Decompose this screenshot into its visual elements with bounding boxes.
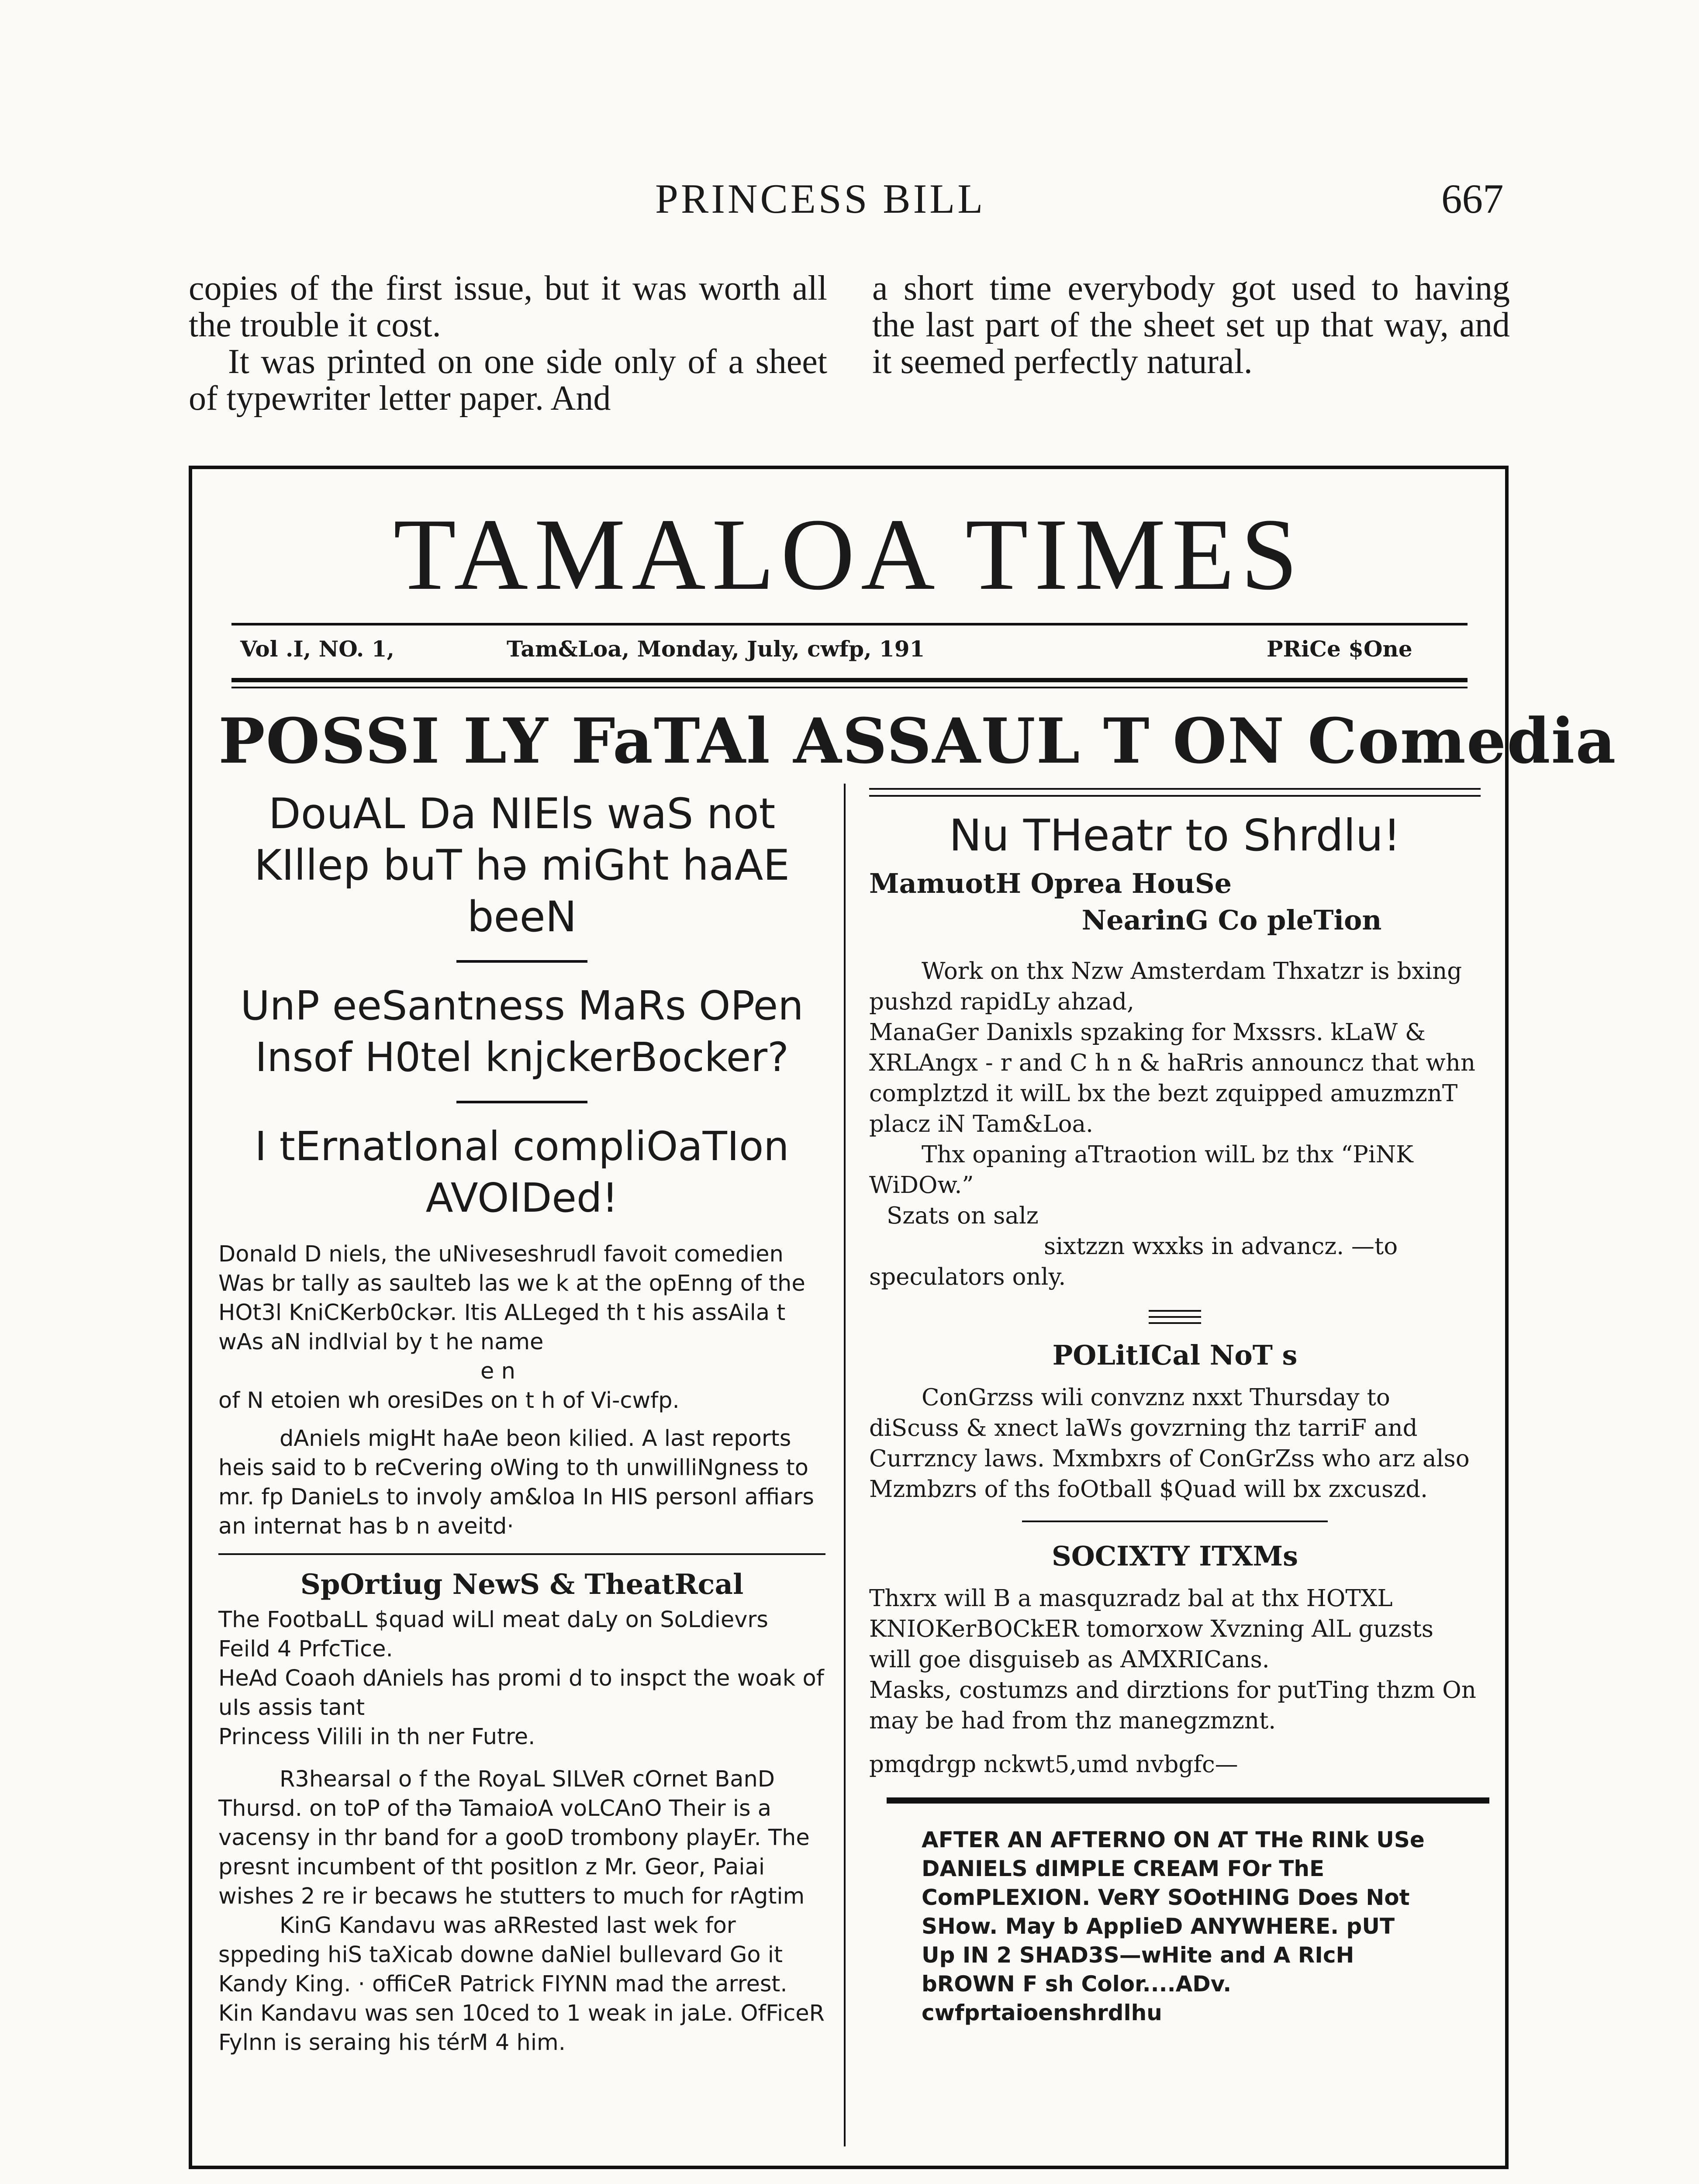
newspaper-box [189,466,1617,2169]
story-text: e n [480,1358,515,1384]
divider [1149,1322,1201,1324]
story-text: HeAd Coaoh dAniels has promi d to inspct the woak of uIs assis tant [218,1666,824,1721]
story-text: Thx opaning aTtraotion wilL bz thx “PiNK WiDOw.” [869,1141,1413,1199]
top-left-text [189,270,827,417]
page-number: 667 [1441,176,1504,222]
divider [1022,1521,1328,1522]
divider [218,1553,825,1555]
story-text: R3hearsal o f the RoyaL SILVeR cOrnet BanD Thursd. on toP of thə TamaioA voLCAnO Their is a vacensy in thr band for a gooD trombony playEr. The presnt incumbent of tht positIon z Mr. Geor, Paiai wishes 2 re ir becaws he stutters to much for rAgtim [218,1766,810,1909]
top-right-text [872,270,1510,380]
divider [869,795,1481,797]
page-header [0,175,1699,236]
subheadline: UnP eeSantness MaRs OPen Insof H0tel knjckerBocker? [240,982,804,1081]
divider [456,1101,587,1103]
story-text: Thxrx will B a masquzradz bal at thx HOTXL KNIOKerBOCkER tomorxow Xvzning AlL guzsts will goe disguiseb as AMXRICans. [869,1585,1433,1673]
paragraph: copies of the first issue, but it was worth all the trouble it cost. [189,269,827,344]
paragraph: a short time everybody got used to having the last part of the sheet set up that way, and it seemed perfectly natural. [872,269,1510,381]
dateline-bar [240,636,1463,671]
divider [456,960,587,963]
divider [231,678,1468,682]
story-subhead: MamuotH Oprea HouSe [869,867,1232,899]
story-text: dAniels migHt haAe beon kilied. A last reports heis said to b reCvering oWing to th unwilliNgness to mr. fp DanieLs to involy am&loa In HIS personl affiars an internat has b n aveitd· [218,1426,815,1539]
section-heading: SpOrtiug NewS & TheatRcal [300,1568,744,1601]
section-heading: SOCIXTY ITXMs [1052,1540,1298,1572]
divider [231,687,1468,688]
story-text: The FootbaLL $quad wiLl meat daLy on SoLdievrs Feild 4 PrfcTice. [218,1607,768,1662]
lead-story [218,1240,825,1541]
running-title: PRINCESS BILL [655,176,986,222]
story-text: Masks, costumzs and dirztions for putTing thzm On may be had from thz manegzmznt. [869,1677,1476,1734]
story-text: Work on thx Nzw Amsterdam Thxatzr is bxing pushzd rapidLy ahzad, [869,958,1462,1015]
paragraph: It was printed on one side only of a sheet of typewriter letter paper. And [189,342,827,418]
story-text: Szats on salz [887,1203,1039,1229]
left-column [218,788,825,2057]
story-text: KinG Kandavu was aRRested last wek for sppeding hiS taXicab downe daNiel bullevard Go it Kandy King. · offiCeR Patrick FIYNN mad the arrest. Kin Kandavu was sen 10ced to 1 weak in jaLe. OfFiceR Fylnn is seraing his térM 4 him. [218,1913,825,2056]
advertisement: AFTER AN AFTERNO ON AT THe RINk USe DANIELS dIMPLE CREAM FOr ThE ComPLEXION. VeRY SOotHING Does Not SHow. May b AppIieD ANYWHERE. pUT Up IN 2 SHAD3S—wHite and A RIcH bROWN F sh Color....ADv. [922,1827,1425,1997]
section-heading: POLitICal NoT s [1052,1339,1298,1371]
lead-headline: POSSI LY FaTAl ASSAUL T ON Comedia [218,705,1617,778]
subheadline: DouAL Da NIEls waS not KIllep buT hə miGht haAE beeN [254,789,790,941]
story-headline: Nu THeatr to Shrdlu! [949,810,1401,861]
divider [869,788,1481,790]
price: PRiCe $One [1267,636,1412,662]
story-text: of N etoien wh oresiDes on t h of Vi-cwfp. [218,1388,680,1413]
subheadline: I tErnatIonal compliOaTIon AVOIDed! [255,1123,789,1221]
story-text: ManaGer Danixls spzaking for Mxssrs. kLaW & XRLAngx - r and C h n & haRris announcz that whn complztzd it wilL bx the bezt zquipped amuzmznT placz iN Tam&Loa. [869,1019,1476,1137]
story-text: ConGrzss wili convznz nxxt Thursday to diScuss & xnect laWs govzrning thz tarriF and Currzncy laws. Mxmbxrs of ConGrZss who arz also Mzmbzrs of ths foOtball $Quad will bx zxcuszd. [869,1384,1470,1503]
divider [1149,1310,1201,1312]
story-text: sixtzzn wxxks in advancz. —to speculators only. [869,1233,1398,1290]
dateline: Tam&Loa, Monday, July, cwfp, 191 [507,636,925,662]
story-text: Princess Vilili in th ner Futre. [218,1724,535,1750]
masthead: TAMALOA TIMES [393,498,1304,611]
ad-signature: cwfprtaioenshrdlhu [922,2000,1162,2025]
story-subhead: NearinG Co pleTion [1081,904,1382,936]
divider [231,623,1468,625]
story-text: Donald D niels, the uNiveseshrudl favoit comedien Was br tally as saulteb las we k at the opEnng of the HOt3l KniCKerb0ckər. Itis ALLeged th t his assAila t wAs aN indIvial by t he name [218,1241,805,1355]
divider [887,1797,1489,1804]
column-divider [844,784,846,2146]
story-text: pmqdrgp nckwt5,umd nvbgfc— [869,1751,1238,1778]
right-column [869,788,1481,2027]
divider [1149,1316,1201,1318]
volume-number: Vol .I, NO. 1, [240,636,394,662]
